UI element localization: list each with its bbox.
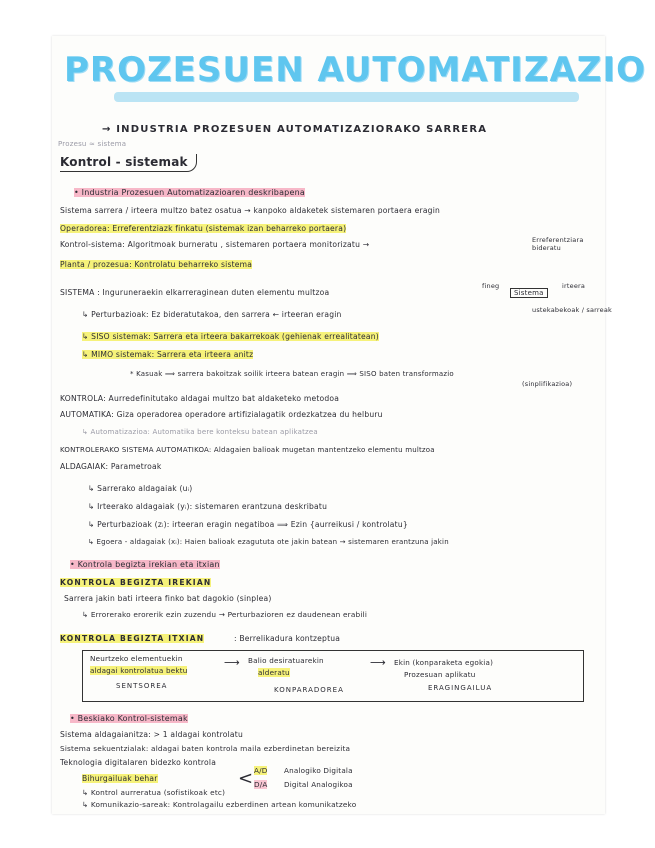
line-siso: ↳ SISO sistemak: Sarrera eta irteera bakarrekoak (gehienak errealitatean) (82, 332, 379, 341)
ad-label: A/D (254, 766, 268, 775)
box2-line1: Balio desiratuarekin (248, 656, 324, 665)
notebook-page (52, 36, 646, 814)
ad-text: Analogiko Digitala (284, 766, 353, 775)
line-automatizazioa: ↳ Automatizazioa: Automatika bere konteksu batean aplikatzea (82, 428, 318, 436)
ustekabe-note: ustekabekoak / sarreak (532, 306, 612, 314)
line-kasuak: * Kasuak ⟹ sarrera bakoitzak soilik irteera batean eragin ⟹ SISO baten transformazio (130, 370, 454, 378)
line-automatika: AUTOMATIKA: Giza operadorea operadore artifizialagatik ordezkatzea du helburu (60, 410, 383, 419)
section-kontrol-sistemak: Kontrol - sistemak (60, 154, 197, 172)
sinplifikazioa: (sinplifikazioa) (522, 380, 573, 388)
line-kontrol-sistema: Kontrol-sistema: Algoritmoak burneratu , sistemaren portaera monitorizatu → (60, 240, 370, 249)
bullet-beskiako: • Beskiako Kontrol-sistemak (70, 714, 188, 723)
brace-less-than: < (238, 768, 254, 789)
label-eragingailua: ERAGINGAILUA (428, 684, 493, 692)
page-title: PROZESUEN AUTOMATIZAZIO (64, 50, 646, 90)
flow-irteera: irteera (562, 282, 586, 290)
faint-label: Prozesu ≈ sistema (58, 140, 127, 148)
var-irteera: ↳ Irteerako aldagaiak (yᵢ): sistemaren erantzuna deskribatu (88, 502, 328, 511)
line-sistema: Sistema sarrera / irteera multzo batez osatua → kanpoko aldaketek sistemaren portaera eragin (60, 206, 441, 215)
arrow-2: ⟶ (370, 656, 386, 669)
line-kontrola: KONTROLA: Aurredefinitutako aldagai multzo bat aldaketeko metodoa (60, 394, 340, 403)
label-sentsorea: SENTSOREA (116, 682, 168, 690)
line-mimo: ↳ MIMO sistemak: Sarrera eta irteera anitz (82, 350, 254, 359)
var-egoera: ↳ Egoera - aldagaiak (xᵢ): Haien balioak ezagututa ote jakin batean → sistemaren erantzuna jakin (88, 538, 449, 546)
line-perturbazioak: ↳ Perturbazioak: Ez bideratutakoa, den sarrera ← irteeran eragin (82, 310, 342, 319)
box1-line1: Neurtzeko elementuekin (90, 654, 183, 663)
line-bihurgailuak: Bihurgailuak behar (82, 774, 158, 783)
line-kontrol-aurreratua: ↳ Kontrol aurreratua (sofistikoak etc) (82, 788, 226, 797)
da-text: Digital Analogikoa (284, 780, 353, 789)
line-teknologia: Teknologia digitalaren bidezko kontrola (60, 758, 217, 767)
head-irekian: KONTROLA BEGIZTA IREKIAN (60, 578, 212, 587)
box2-line2: alderatu (258, 668, 290, 677)
head-itxian: KONTROLA BEGIZTA ITXIAN (60, 634, 205, 643)
box1-line2: aldagai kontrolatua bektu (90, 666, 188, 675)
flow-fineg: fineg (482, 282, 500, 290)
line-sekuentzialak: Sistema sekuentzialak: aldagai baten kontrola maila ezberdinetan bereizita (60, 744, 351, 753)
line-aldagaiak: ALDAGAIAK: Parametroak (60, 462, 162, 471)
da-label: D/A (254, 780, 268, 789)
title-underline (114, 92, 579, 102)
line-irekian-2: ↳ Errorerako erorerik ezin zuzendu → Perturbazioren ez daudenean erabili (82, 610, 368, 619)
box3-line2: Prozesuan aplikatu (404, 670, 476, 679)
line-sistema-def: SISTEMA : Inguruneraekin elkarreraginean duten elementu multzoa (60, 288, 330, 297)
flow-sistema-box: Sistema (510, 288, 548, 298)
line-operadorea: Operadorea: Erreferentziazk finkatu (sistemak izan beharreko portaera) (60, 224, 347, 233)
line-itxian: : Berrelikadura kontzeptua (234, 634, 341, 643)
line-planta: Planta / prozesua: Kontrolatu beharreko sistema (60, 260, 253, 269)
label-konparadorea: KONPARADOREA (274, 686, 344, 694)
line-irekian-1: Sarrera jakin bati irteera finko bat dagokio (sinplea) (64, 594, 272, 603)
erreferentziara-note: Erreferentziara bideratu (532, 236, 584, 252)
bullet-begizta: • Kontrola begizta irekian eta itxian (70, 560, 220, 569)
box3-line1: Ekin (konparaketa egokia) (394, 658, 494, 667)
line-kontrolerako: KONTROLERAKO SISTEMA AUTOMATIKOA: Aldagaien balioak mugetan mantentzeko elementu multzoa (60, 446, 435, 454)
line-aldagaianitza: Sistema aldagaianitza: > 1 aldagai kontrolatu (60, 730, 243, 739)
var-sarrera: ↳ Sarrerako aldagaiak (uᵢ) (88, 484, 193, 493)
arrow-1: ⟶ (224, 656, 240, 669)
line-komunikazio: ↳ Komunikazio-sareak: Kontrolagailu ezberdinen artean komunikatzeko (82, 800, 357, 809)
bullet-deskribapena: • Industria Prozesuen Automatizazioaren deskribapena (74, 188, 305, 197)
var-perturbazioak: ↳ Perturbazioak (zᵢ): irteeran eragin negatiboa ⟹ Ezin {aurreikusi / kontrolatu} (88, 520, 408, 529)
subtitle: → INDUSTRIA PROZESUEN AUTOMATIZAZIORAKO SARRERA (102, 124, 488, 135)
